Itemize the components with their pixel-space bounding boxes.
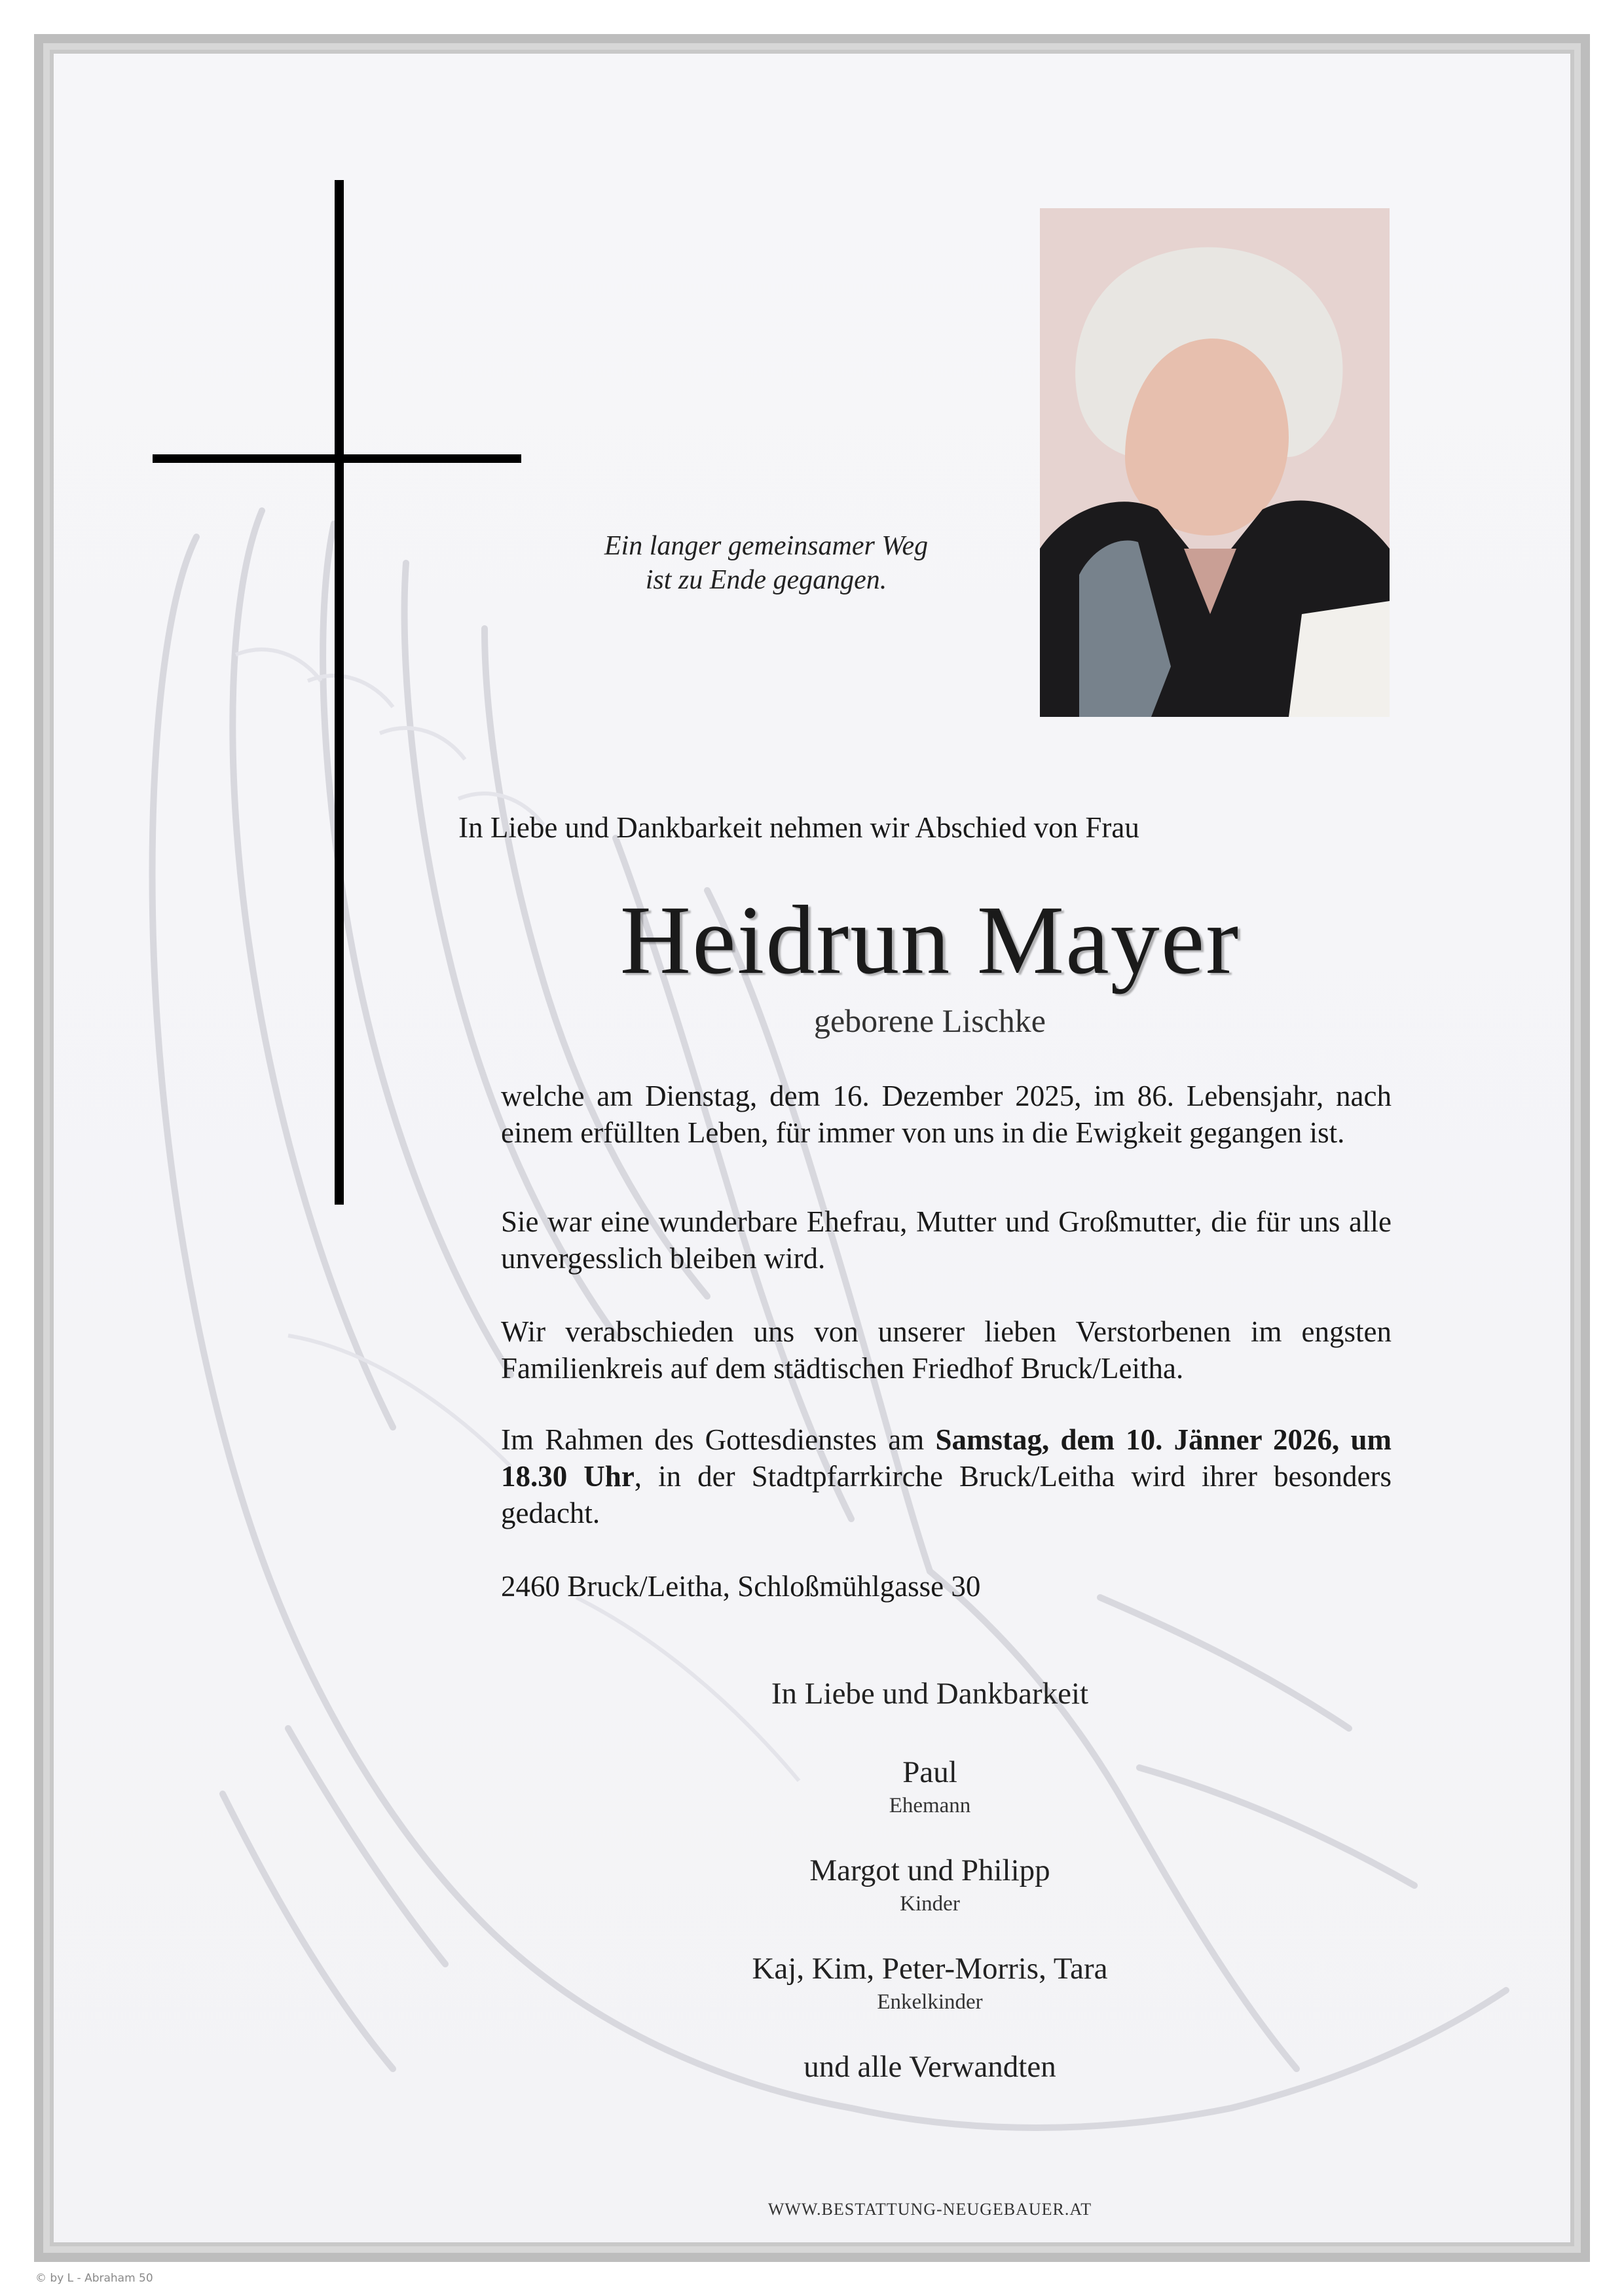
mourner-role: Enkelkinder <box>877 1990 983 2014</box>
mourner-role: Kinder <box>900 1892 960 1916</box>
intro-text: In Liebe und Dankbarkeit nehmen wir Abschied von Frau <box>458 811 1139 844</box>
portrait-photo <box>1040 208 1390 717</box>
maiden-name: geborene Lischke <box>813 1002 1046 1039</box>
deceased-name: Heidrun Mayer <box>619 886 1240 994</box>
mourner-name: Kaj, Kim, Peter-Morris, Tara <box>752 1952 1108 1986</box>
mourner-name: Margot und Philipp <box>809 1853 1050 1887</box>
mourner-role: Ehemann <box>889 1794 971 1817</box>
cross-vertical-bar <box>335 180 344 1205</box>
service-paragraph <box>501 1421 1392 1531</box>
quote <box>524 529 1008 597</box>
signature-final: und alle Verwandten <box>803 2050 1056 2084</box>
death-notice-paragraph: welche am Dienstag, dem 16. Dezember 2025, im 86. Lebensjahr, nach einem erfüllten Leben, für immer von uns in die Ewigkeit gegangen ist. <box>501 1080 1392 1149</box>
address: 2460 Bruck/Leitha, Schloßmühlgasse 30 <box>501 1570 981 1603</box>
website-link[interactable]: WWW.BESTATTUNG-NEUGEBAUER.AT <box>767 2200 1092 2219</box>
quote-line-2: ist zu Ende gegangen. <box>645 565 887 595</box>
signature-closing: In Liebe und Dankbarkeit <box>771 1677 1089 1711</box>
tribute-paragraph: Sie war eine wunderbare Ehefrau, Mutter und Großmutter, die für uns alle unvergesslich bleiben wird. <box>501 1205 1392 1275</box>
service-text-after: , in der Stadtpfarrkirche Bruck/Leitha wird ihrer besonders gedacht. <box>501 1460 1392 1529</box>
mourner-name: Paul <box>902 1755 957 1789</box>
cross-horizontal-bar <box>153 454 521 463</box>
burial-paragraph: Wir verabschieden uns von unserer lieben Verstorbenen im engsten Familienkreis auf dem städtischen Friedhof Bruck/Leitha. <box>501 1315 1392 1385</box>
quote-line-1: Ein langer gemeinsamer Weg <box>604 531 929 561</box>
service-text-before: Im Rahmen des Gottesdienstes am <box>501 1423 936 1456</box>
copyright-notice: © by L - Abraham 50 <box>35 2272 153 2285</box>
service-date-time: Samstag, dem 10. Jänner 2026, um 18.30 Uhr <box>501 1423 1392 1493</box>
